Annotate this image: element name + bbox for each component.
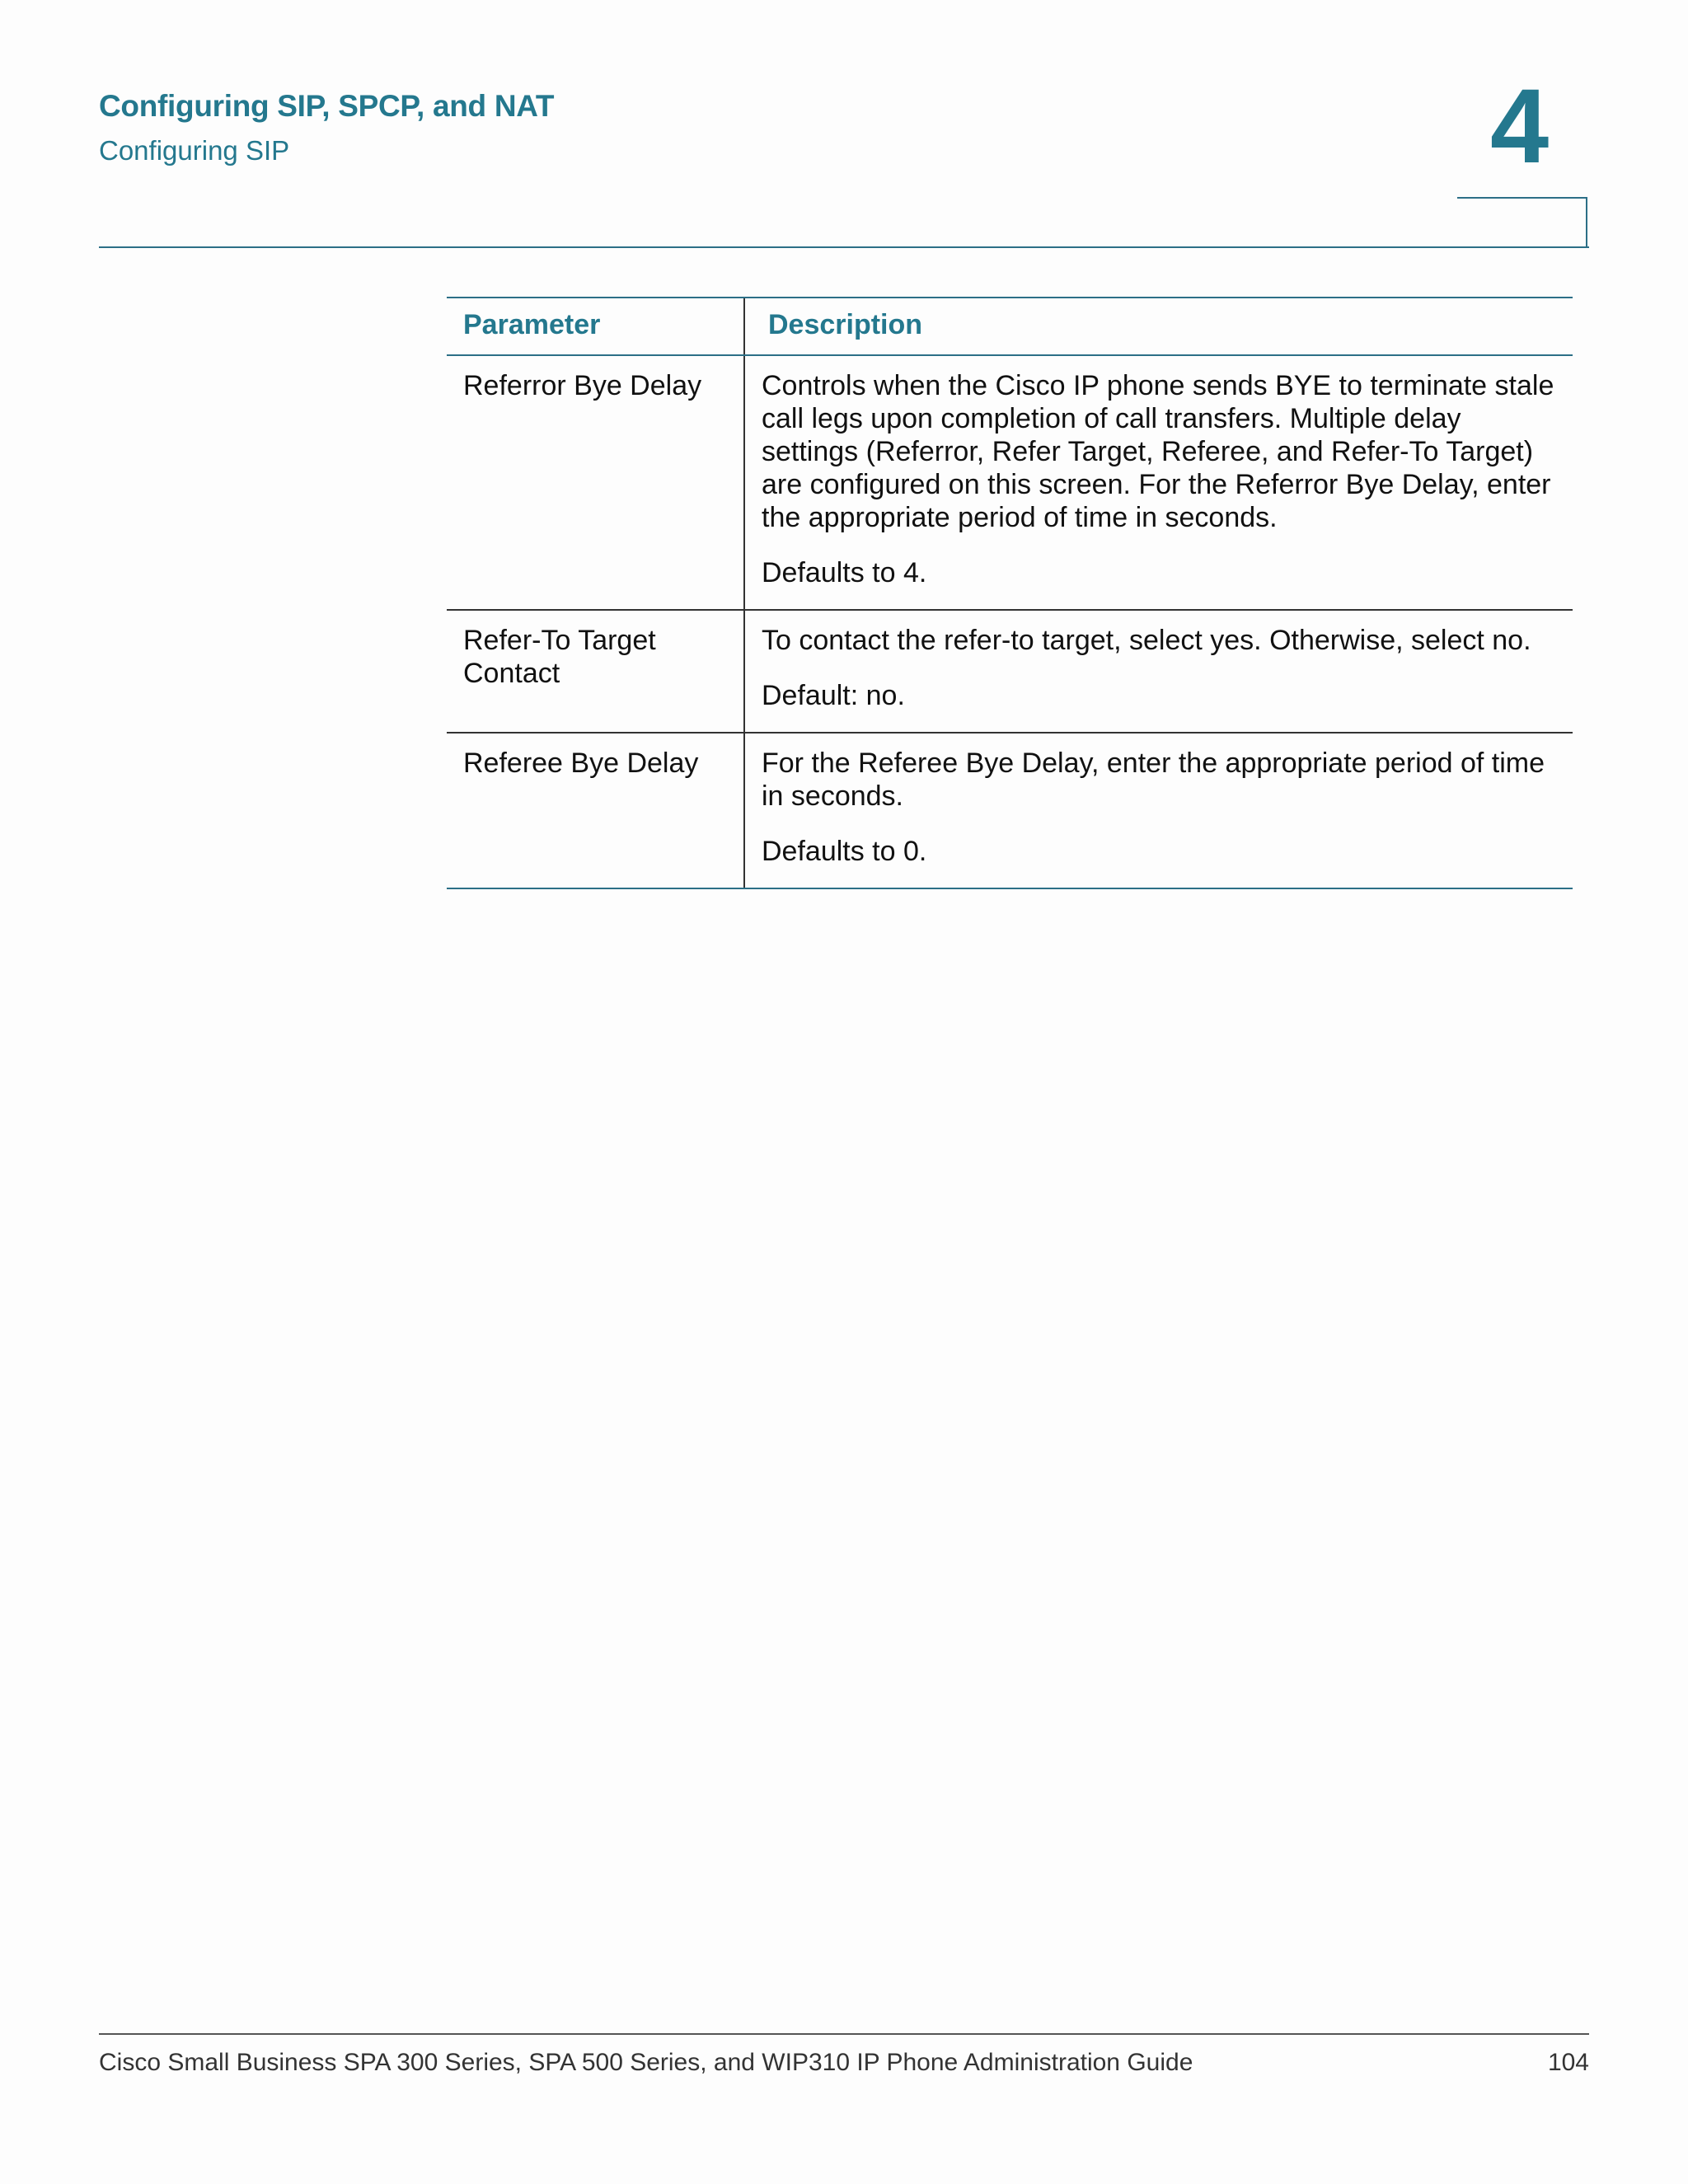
footer-divider <box>99 2033 1589 2035</box>
parameter-name: Referror Bye Delay <box>447 356 745 609</box>
header-divider <box>99 246 1589 248</box>
parameter-name: Refer-To Target Contact <box>447 611 745 732</box>
description-paragraph: To contact the refer-to target, select yes. Otherwise, select no. <box>762 625 1531 656</box>
description-paragraph: Controls when the Cisco IP phone sends BYE to terminate stale call legs upon completion of call transfers. Multiple delay settings (Referror, Refer Target, Referee, and Refer-To Target) are configured on this screen. For the Referror Bye Delay, enter the appropriate period of time in seconds. <box>762 370 1554 533</box>
chapter-number: 4 <box>1490 68 1550 185</box>
column-header-parameter: Parameter <box>447 298 745 354</box>
default-value: Defaults to 0. <box>762 836 927 867</box>
chapter-tab-frame <box>1457 197 1587 246</box>
description-paragraph: For the Referee Bye Delay, enter the appropriate period of time in seconds. <box>762 748 1545 812</box>
chapter-title: Configuring SIP, SPCP, and NAT <box>99 89 555 123</box>
table-row <box>447 732 1573 888</box>
page-number: 104 <box>1547 2049 1589 2076</box>
parameter-name: Referee Bye Delay <box>447 733 745 888</box>
parameter-table <box>447 297 1573 889</box>
table-header-row <box>447 298 1573 356</box>
parameter-description <box>745 356 1573 609</box>
parameter-description <box>745 733 1573 888</box>
default-value: Defaults to 4. <box>762 557 927 588</box>
guide-title: Cisco Small Business SPA 300 Series, SPA 500 Series, and WIP310 IP Phone Administration Guide <box>99 2049 1193 2076</box>
table-row <box>447 356 1573 609</box>
section-title: Configuring SIP <box>99 135 290 166</box>
default-value: Default: no. <box>762 680 905 711</box>
table-row <box>447 609 1573 732</box>
parameter-description <box>745 611 1573 732</box>
column-header-description: Description <box>768 309 923 340</box>
